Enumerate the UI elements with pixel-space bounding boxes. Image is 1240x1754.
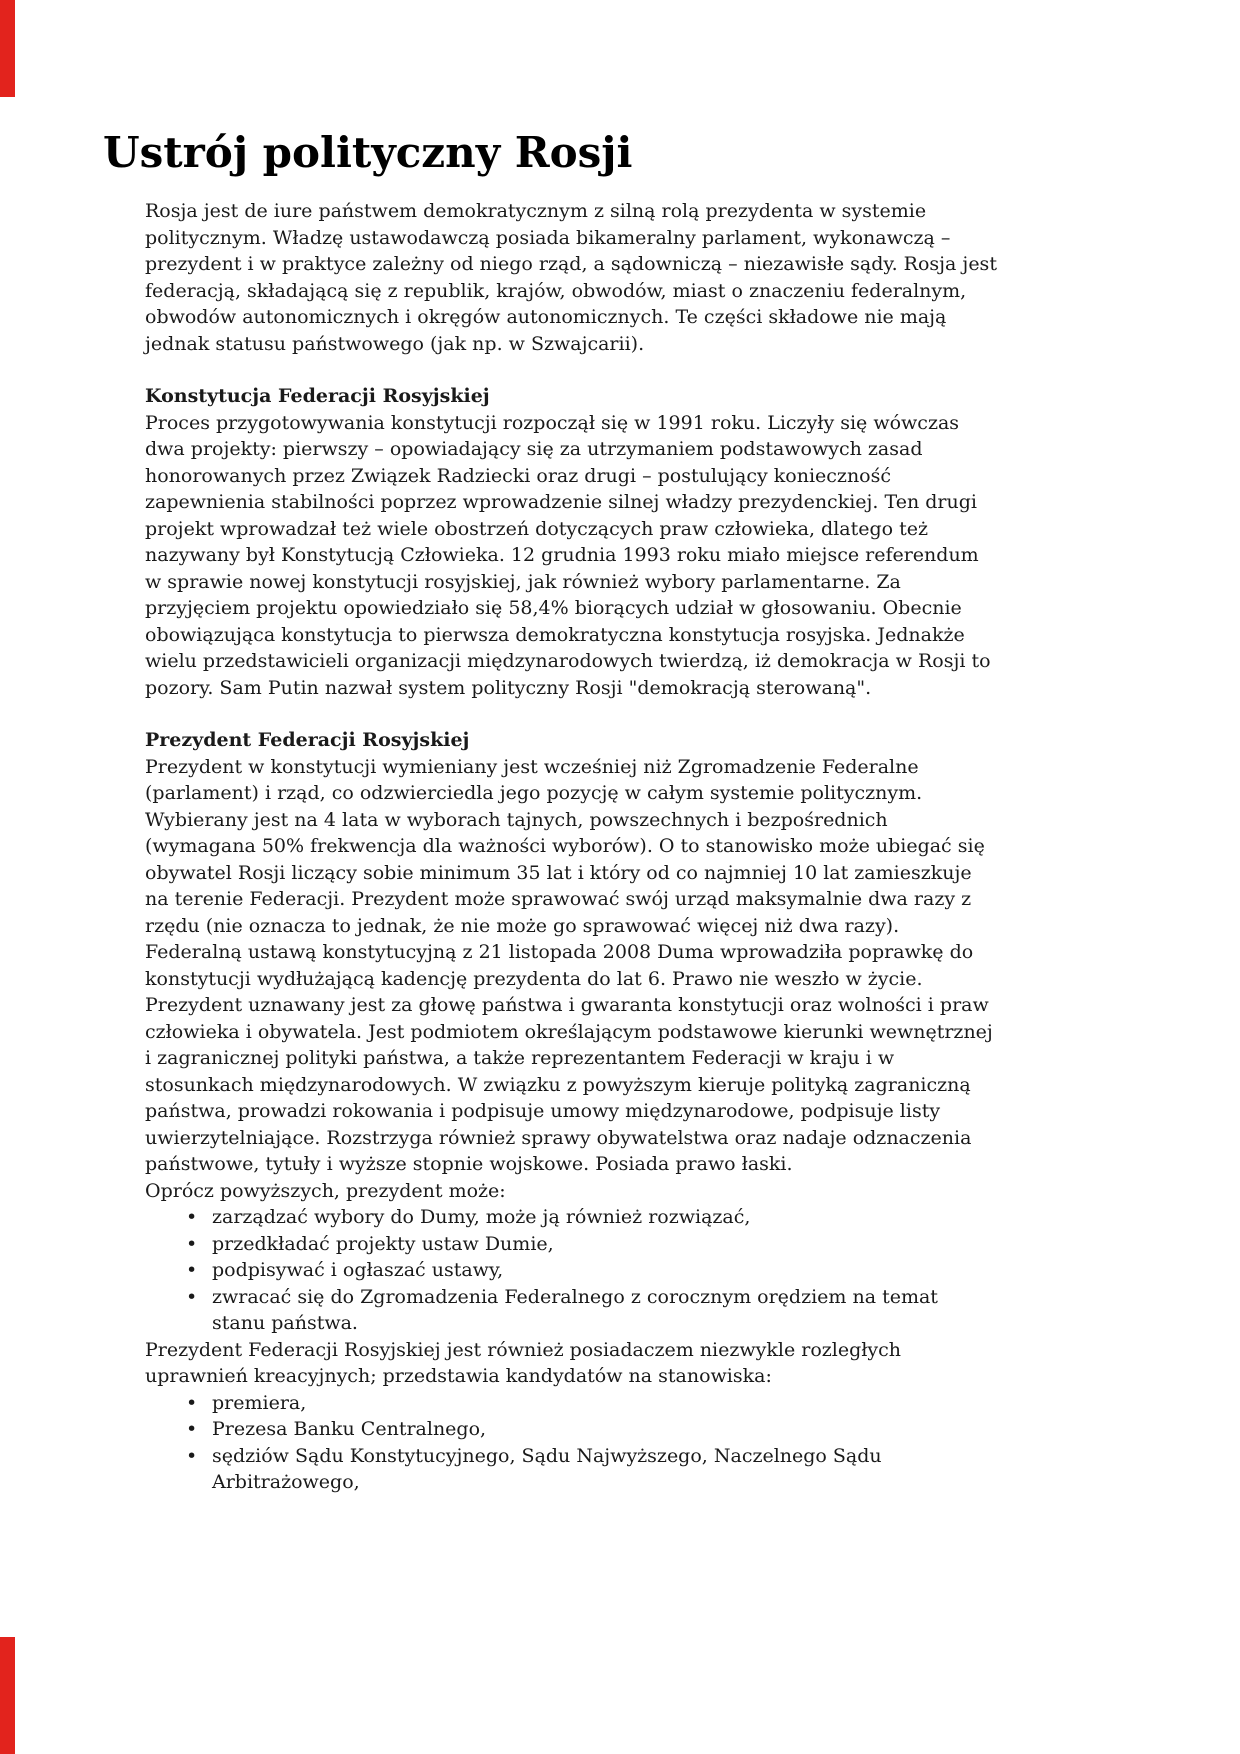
paragraph: Wybierany jest na 4 lata w wyborach tajnych, powszechnych i bezpośrednich (wymagana 50% frekwencja dla ważności wyborów). O to stanowisko może ubiegać się obywatel Rosji liczący sobie minimum 35 lat i który od co najmniej 10 lat zamieszkuje na terenie Federacji. Prezydent może sprawować swój urząd maksymalnie dwa razy z rzędu (nie oznacza to jednak, że nie może go sprawować więcej niż dwa razy). Federalną ustawą konstytucyjną z 21 listopada 2008 Duma wprowadziła poprawkę do konstytucji wydłużającą kadencję prezydenta do lat 6. Prawo nie weszło w życie. [145, 808, 985, 990]
list-item: • zwracać się do Zgromadzenia Federalnego z corocznym orędziem na temat stanu państwa. [145, 1284, 997, 1337]
paragraph-spacer [145, 701, 997, 727]
list-item: • przedkładać projekty ustaw Dumie, [145, 1231, 997, 1258]
paragraph: Prezydent uznawany jest za głowę państwa i gwaranta konstytucji oraz wolności i praw człowieka i obywatela. Jest podmiotem określającym podstawowe kierunki wewnętrznej i zagranicznej polityki państwa, a także reprezentantem Federacji w kraju i w stosunkach międzynarodowych. W związku z powyższym kieruje polityką zagraniczną państwa, prowadzi rokowania i podpisuje umowy międzynarodowe, podpisuje listy uwierzytelniające. Rozstrzyga również sprawy obywatelstwa oraz nadaje odznaczenia państwowe, tytuły i wyższe stopnie wojskowe. Posiada prawo łaski. [145, 994, 993, 1175]
section-heading-konstytucja: Konstytucja Federacji Rosyjskiej [145, 385, 490, 407]
intro-paragraph: Rosja jest de iure państwem demokratycznym z silną rolą prezydenta w systemie politycznym. Władzę ustawodawczą posiada bikameralny parlament, wykonawczą – prezydent i w praktyce zależny od niego rząd, a sądowniczą – niezawisłe sądy. Rosja jest federacją, składającą się z republik, krajów, obwodów, miast o znaczeniu federalnym, obwodów autonomicznych i okręgów autonomicznych. Te części składowe nie mają jednak statusu państwowego (jak np. w Szwajcarii). [145, 200, 997, 355]
list-item: • premiera, [145, 1390, 997, 1417]
list-item: • zarządzać wybory do Dumy, może ją również rozwiązać, [145, 1204, 997, 1231]
left-edge-accent-bottom [0, 1637, 15, 1754]
page-title: Ustrój polityczny Rosji [103, 128, 633, 177]
paragraph: Prezydent Federacji Rosyjskiej jest również posiadaczem niezwykle rozległych uprawnień kreacyjnych; przedstawia kandydatów na stanowiska: [145, 1338, 902, 1387]
paragraph-spacer [145, 357, 997, 383]
document-content [103, 128, 1113, 1496]
list-item: • podpisywać i ogłaszać ustawy, [145, 1257, 997, 1284]
left-edge-accent-top [0, 0, 15, 97]
section-heading-prezydent: Prezydent Federacji Rosyjskiej [145, 729, 470, 751]
paragraph: Proces przygotowywania konstytucji rozpoczął się w 1991 roku. Liczyły się wówczas dwa projekty: pierwszy – opowiadający się za utrzymaniem podstawowych zasad honorowanych przez Związek Radziecki oraz drugi – postulujący konieczność zapewnienia stabilności poprzez wprowadzenie silnej władzy prezydenckiej. Ten drugi projekt wprowadzał też wiele obostrzeń dotyczących praw człowieka, dlatego też nazywany był Konstytucją Człowieka. 12 grudnia 1993 roku miało miejsce referendum w sprawie nowej konstytucji rosyjskiej, jak również wybory parlamentarne. Za przyjęciem projektu opowiedziało się 58,4% biorących udział w głosowaniu. Obecnie obowiązująca konstytucja to pierwsza demokratyczna konstytucja rosyjska. Jednakże wielu przedstawicieli organizacji międzynarodowych twierdzą, iż demokracja w Rosji to pozory. Sam Putin nazwał system polityczny Rosji "demokracją sterowaną". [145, 411, 991, 699]
document-body [145, 198, 997, 1496]
president-nominations-list [145, 1390, 997, 1496]
paragraph: Oprócz powyższych, prezydent może: [145, 1179, 506, 1202]
president-powers-list [145, 1204, 997, 1337]
list-item: • Prezesa Banku Centralnego, [145, 1416, 997, 1443]
paragraph: Prezydent w konstytucji wymieniany jest wcześniej niż Zgromadzenie Federalne (parlament) i rząd, co odzwierciedla jego pozycję w całym systemie politycznym. [145, 755, 923, 804]
list-item: • sędziów Sądu Konstytucyjnego, Sądu Najwyższego, Naczelnego Sądu Arbitrażowego, [145, 1443, 997, 1496]
